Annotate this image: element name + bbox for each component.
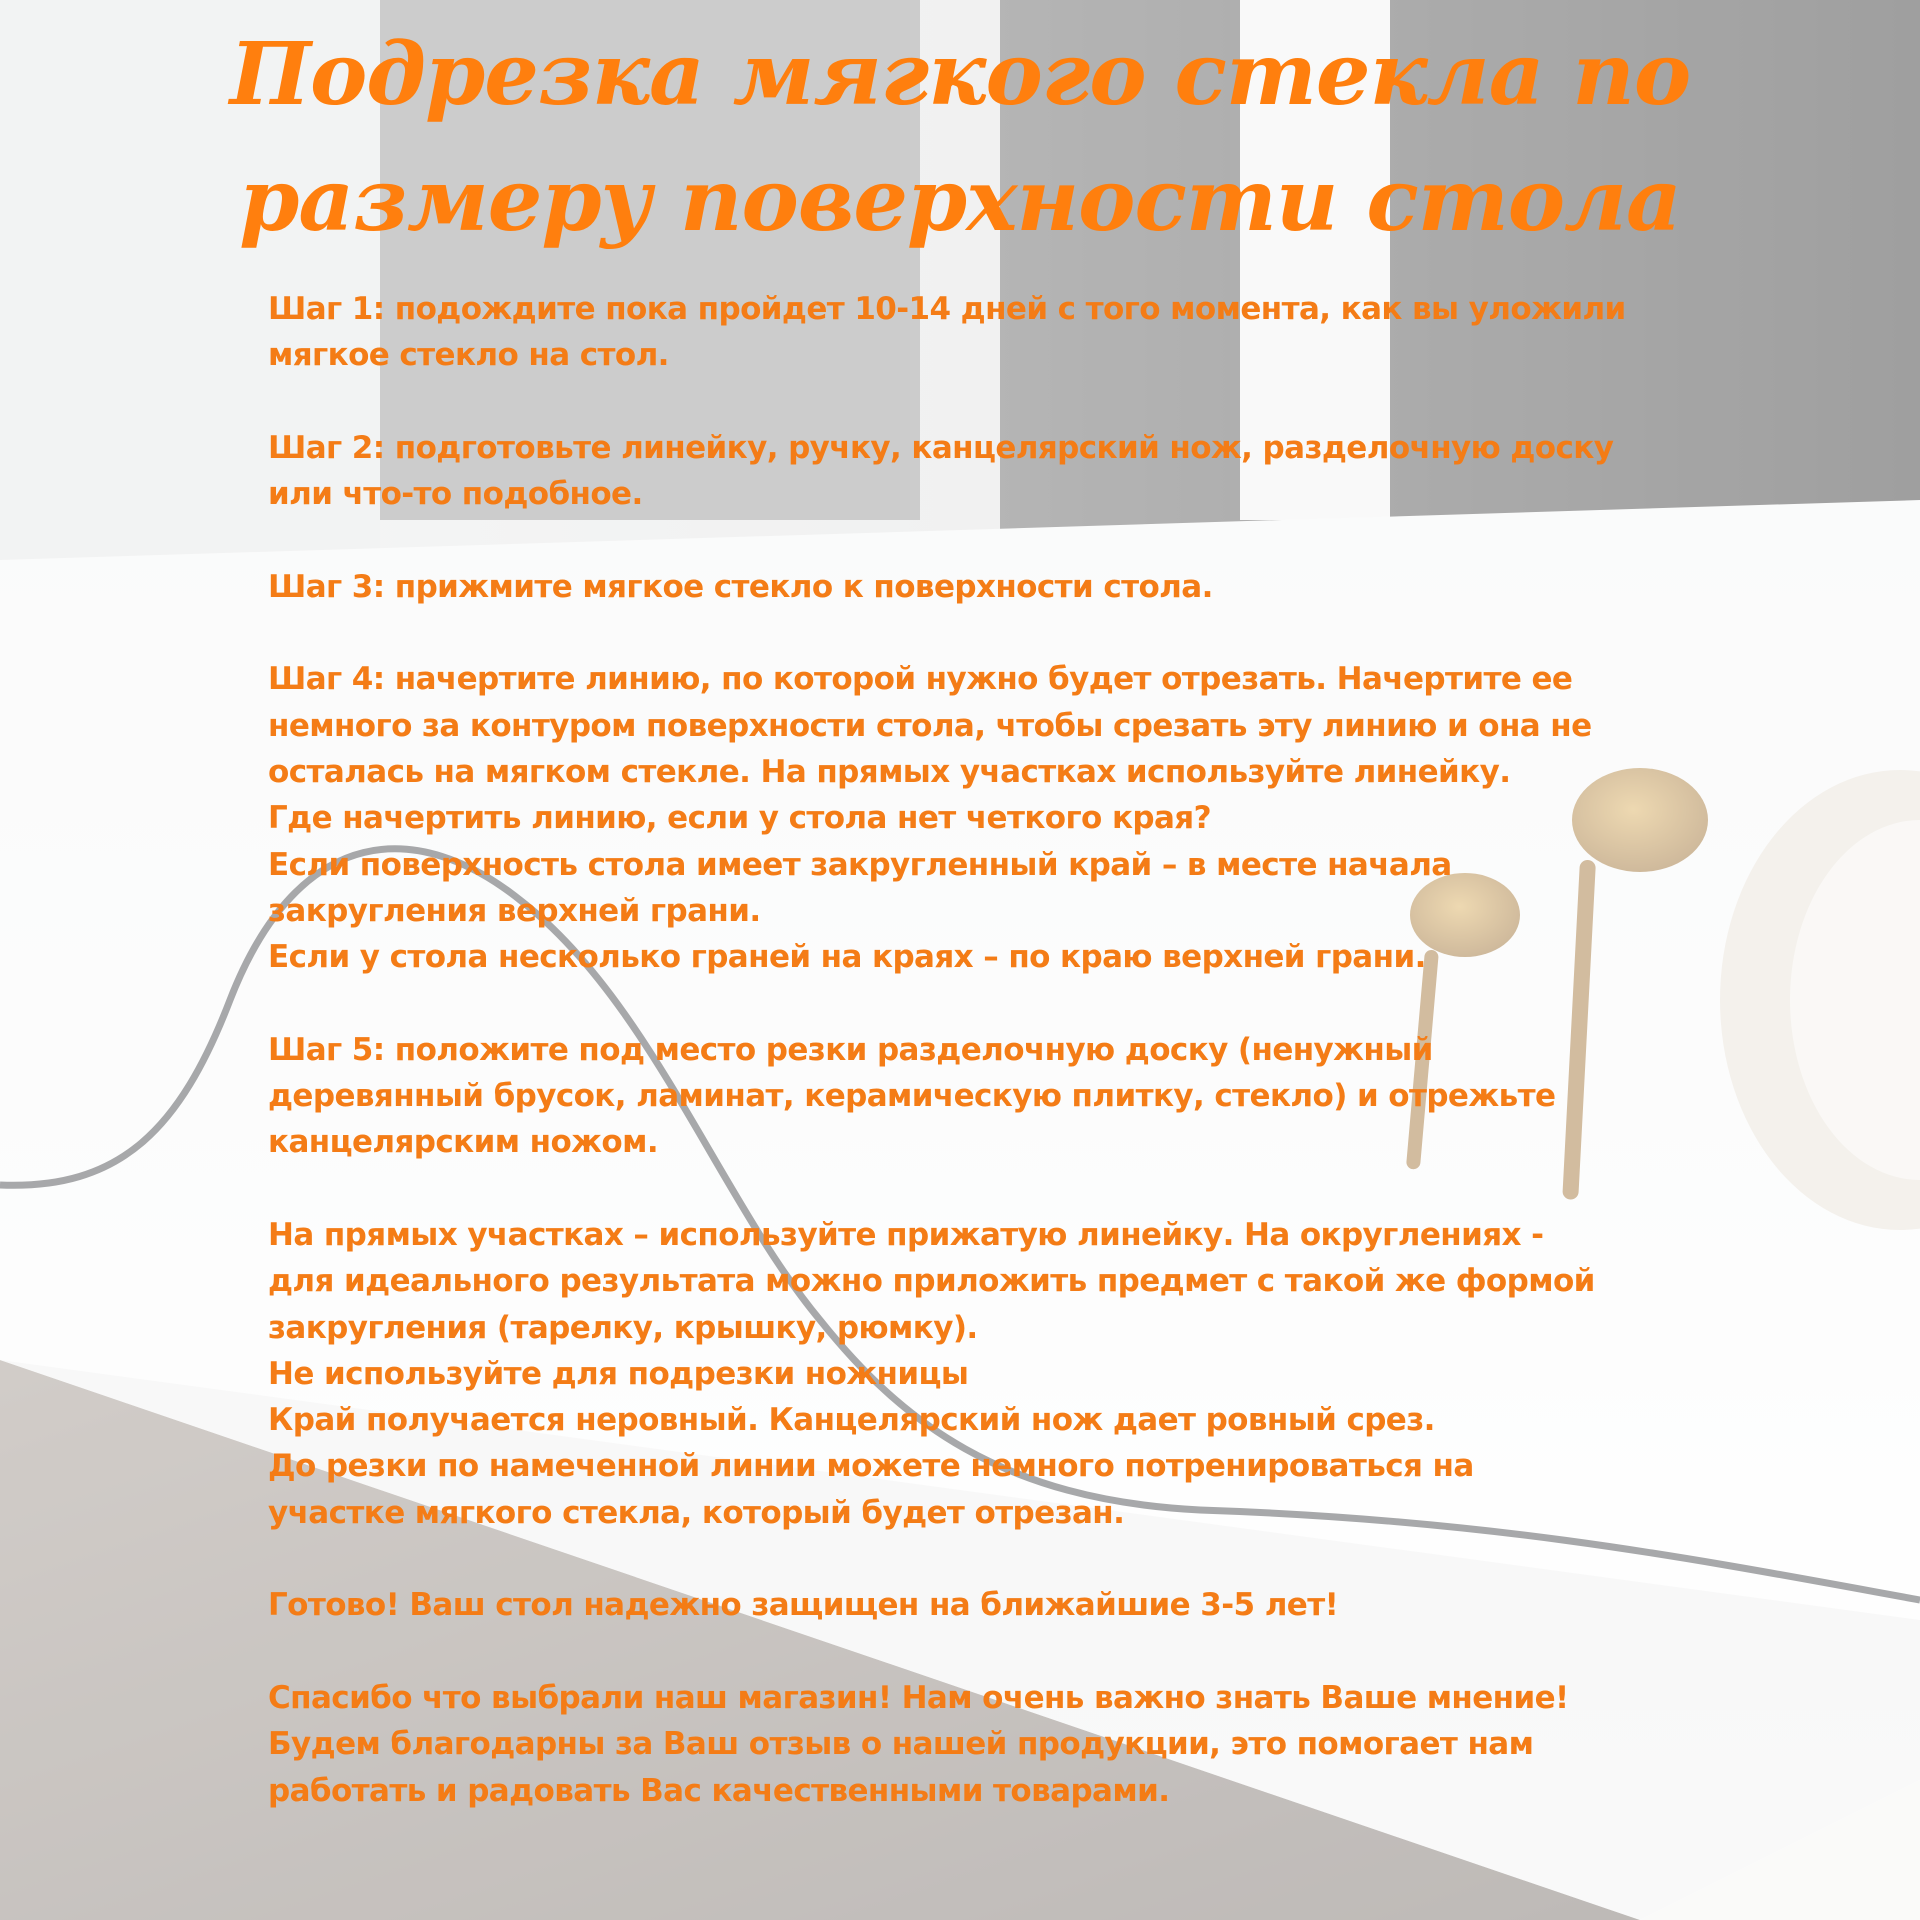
step-1-line: Шаг 1: подождите пока пройдет 10-14 дней с того момента, как вы уложили (268, 291, 1626, 327)
step-2-line: Шаг 2: подготовьте линейку, ручку, канцелярский нож, разделочную доску (268, 429, 1614, 466)
done-paragraph (268, 1582, 1668, 1628)
tips-line: участке мягкого стекла, который будет отрезан. (268, 1494, 1125, 1531)
tips-line: До резки по намеченной линии можете немного потренироваться на (268, 1448, 1474, 1485)
step-2-line: или что-то подобное. (268, 476, 643, 513)
step-2-paragraph (268, 425, 1668, 518)
step-4-line: закругления верхней грани. (268, 892, 761, 929)
step-4-line: Где начертить линию, если у стола нет четкого края? (268, 800, 1211, 837)
step-5-paragraph (268, 1027, 1668, 1166)
step-1-line: мягкое стекло на стол. (268, 337, 669, 374)
page-title (210, 12, 1710, 264)
tips-line: Не используйте для подрезки ножницы (268, 1355, 969, 1392)
step-4-line: Если поверхность стола имеет закругленный край – в месте начала (268, 846, 1452, 883)
step-4-line: Шаг 4: начертите линию, по которой нужно будет отрезать. Начертите ее (268, 661, 1573, 698)
thanks-line: работать и радовать Вас качественными товарами. (268, 1772, 1170, 1809)
tips-line: закругления (тарелку, крышку, рюмку). (268, 1309, 978, 1346)
step-3-line: Шаг 3: прижмите мягкое стекло к поверхности стола. (268, 568, 1213, 605)
step-5-line: Шаг 5: положите под место резки разделочную доску (ненужный (268, 1031, 1433, 1068)
step-4-line: осталась на мягком стекле. На прямых участках используйте линейку. (268, 753, 1511, 790)
tips-paragraph (268, 1212, 1668, 1536)
step-5-line: деревянный брусок, ламинат, керамическую плитку, стекло) и отрежьте (268, 1078, 1556, 1115)
step-4-line: немного за контуром поверхности стола, чтобы срезать эту линию и она не (268, 707, 1592, 744)
tips-line: Край получается неровный. Канцелярский нож дает ровный срез. (268, 1402, 1435, 1439)
thanks-paragraph (268, 1675, 1668, 1814)
step-4-line: Если у стола несколько граней на краях – по краю верхней грани. (268, 939, 1426, 976)
thanks-line: Будем благодарны за Ваш отзыв о нашей продукции, это помогает нам (268, 1726, 1534, 1763)
step-4-paragraph (268, 656, 1668, 980)
thanks-line: Спасибо что выбрали наш магазин! Нам очень важно знать Ваше мнение! (268, 1679, 1569, 1716)
step-3-paragraph (268, 564, 1668, 610)
done-line: Готово! Ваш стол надежно защищен на ближайшие 3-5 лет! (268, 1587, 1339, 1624)
step-1-paragraph (268, 286, 1668, 379)
tips-line: для идеального результата можно приложить предмет с такой же формой (268, 1263, 1595, 1300)
title-line-2: размеру поверхности стола (239, 150, 1681, 251)
tips-line: На прямых участках – используйте прижатую линейку. На округлениях - (268, 1216, 1544, 1253)
instructions-body (268, 286, 1668, 1860)
step-5-line: канцелярским ножом. (268, 1124, 659, 1161)
title-line-1: Подрезка мягкого стекла по (229, 24, 1691, 125)
